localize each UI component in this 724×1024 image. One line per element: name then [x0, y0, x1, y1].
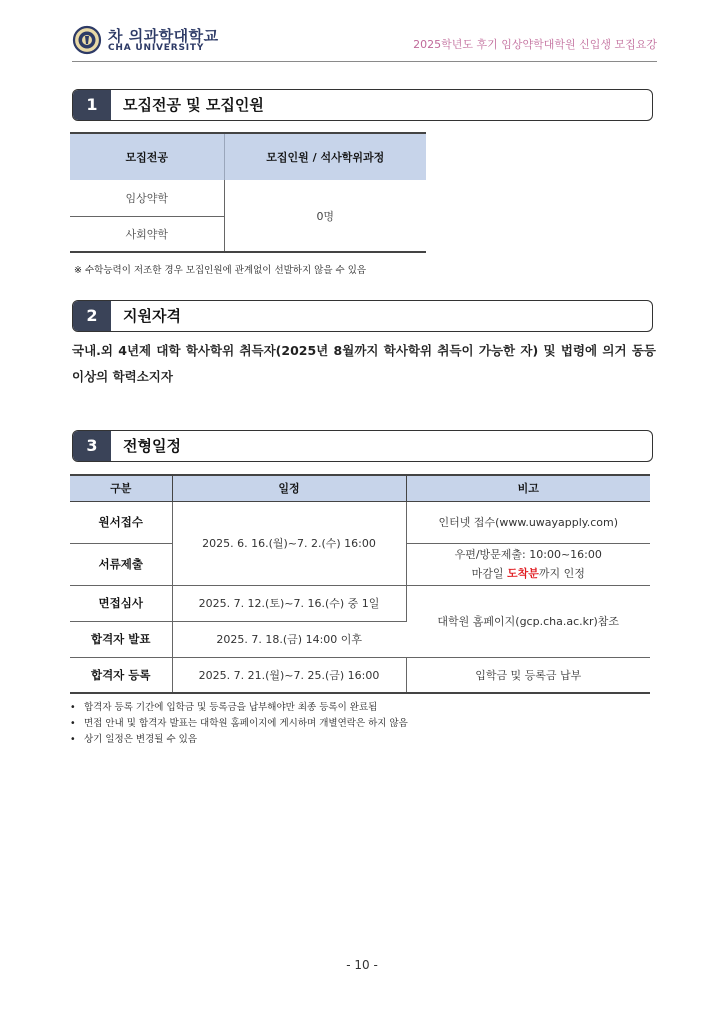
section-number: 2: [73, 301, 111, 331]
section-title: 지원자격: [123, 307, 181, 325]
header-schedule: 일정: [172, 475, 406, 501]
list-item: • 면접 안내 및 합격자 발표는 대학원 홈페이지에 게시하며 개별연락은 하지 않음: [70, 716, 408, 732]
header-major: 모집전공: [70, 133, 224, 180]
remarks-line: [407, 564, 651, 583]
count-cell: 0명: [316, 209, 335, 223]
schedule-notes: [70, 700, 408, 748]
document-title: 2025학년도 후기 임상약학대학원 신입생 모집요강: [413, 38, 657, 51]
remarks-line: 우편/방문제출: 10:00~16:00: [454, 548, 602, 561]
recruitment-note: ※ 수학능력이 저조한 경우 모집인원에 관계없이 선발하지 않을 수 있음: [74, 265, 367, 276]
section-1-heading: [72, 89, 653, 121]
header-category: 구분: [70, 475, 172, 501]
logo-korean-name: 차 의과학대학교: [108, 27, 219, 45]
category-cell: 원서접수: [70, 501, 172, 543]
header-count: 모집인원 / 석사학위과정: [224, 133, 426, 180]
header-remarks: 비고: [406, 475, 650, 501]
section-2-heading: [72, 300, 653, 332]
schedule-cell: 2025. 7. 18.(금) 14:00 이후: [172, 621, 406, 657]
category-cell: 면접심사: [70, 585, 172, 621]
category-cell: 서류제출: [70, 543, 172, 585]
highlight-text: 도착분: [506, 567, 539, 580]
major-cell: 사회약학: [70, 216, 224, 252]
section-number: 3: [73, 431, 111, 461]
recruitment-table: [70, 132, 426, 253]
section-number: 1: [73, 90, 111, 120]
schedule-cell: 2025. 7. 12.(토)~7. 16.(수) 중 1일: [172, 585, 406, 621]
university-seal-icon: [72, 24, 112, 56]
list-item: • 합격자 등록 기간에 입학금 및 등록금을 납부해야만 최종 등록이 완료됨: [70, 700, 408, 716]
category-cell: 합격자 등록: [70, 657, 172, 693]
page-number: - 10 -: [346, 958, 378, 972]
table-row: [70, 180, 426, 216]
table-row: [70, 501, 650, 543]
page-header: [72, 24, 657, 62]
remarks-cell: [406, 543, 650, 585]
major-cell: 임상약학: [70, 180, 224, 216]
section-3-heading: [72, 430, 653, 462]
eligibility-text: 국내.외 4년제 대학 학사학위 취득자(2025년 8월까지 학사학위 취득이 가능한 자) 및 법령에 의거 동등 이상의 학력소지자: [72, 343, 656, 384]
remarks-text: 마감일: [471, 567, 507, 580]
remarks-cell: 대학원 홈페이지(gcp.cha.ac.kr)참조: [406, 585, 650, 657]
schedule-table: [70, 474, 650, 694]
remarks-cell: 입학금 및 등록금 납부: [475, 668, 582, 682]
remarks-cell: 인터넷 접수(www.uwayapply.com): [406, 501, 650, 543]
section-title: 전형일정: [123, 437, 181, 455]
table-row: [70, 657, 650, 693]
remarks-text: 까지 인정: [538, 567, 585, 580]
table-header-row: [70, 475, 650, 501]
schedule-cell: 2025. 6. 16.(월)~7. 2.(수) 16:00: [172, 501, 406, 585]
schedule-cell: 2025. 7. 21.(월)~7. 25.(금) 16:00: [172, 657, 406, 693]
logo-english-name: CHA UNIVERSITY: [108, 43, 205, 53]
section-title: 모집전공 및 모집인원: [123, 96, 264, 114]
category-cell: 합격자 발표: [70, 621, 172, 657]
table-header-row: [70, 133, 426, 180]
table-row: [70, 585, 650, 621]
list-item: • 상기 일정은 변경될 수 있음: [70, 732, 408, 748]
